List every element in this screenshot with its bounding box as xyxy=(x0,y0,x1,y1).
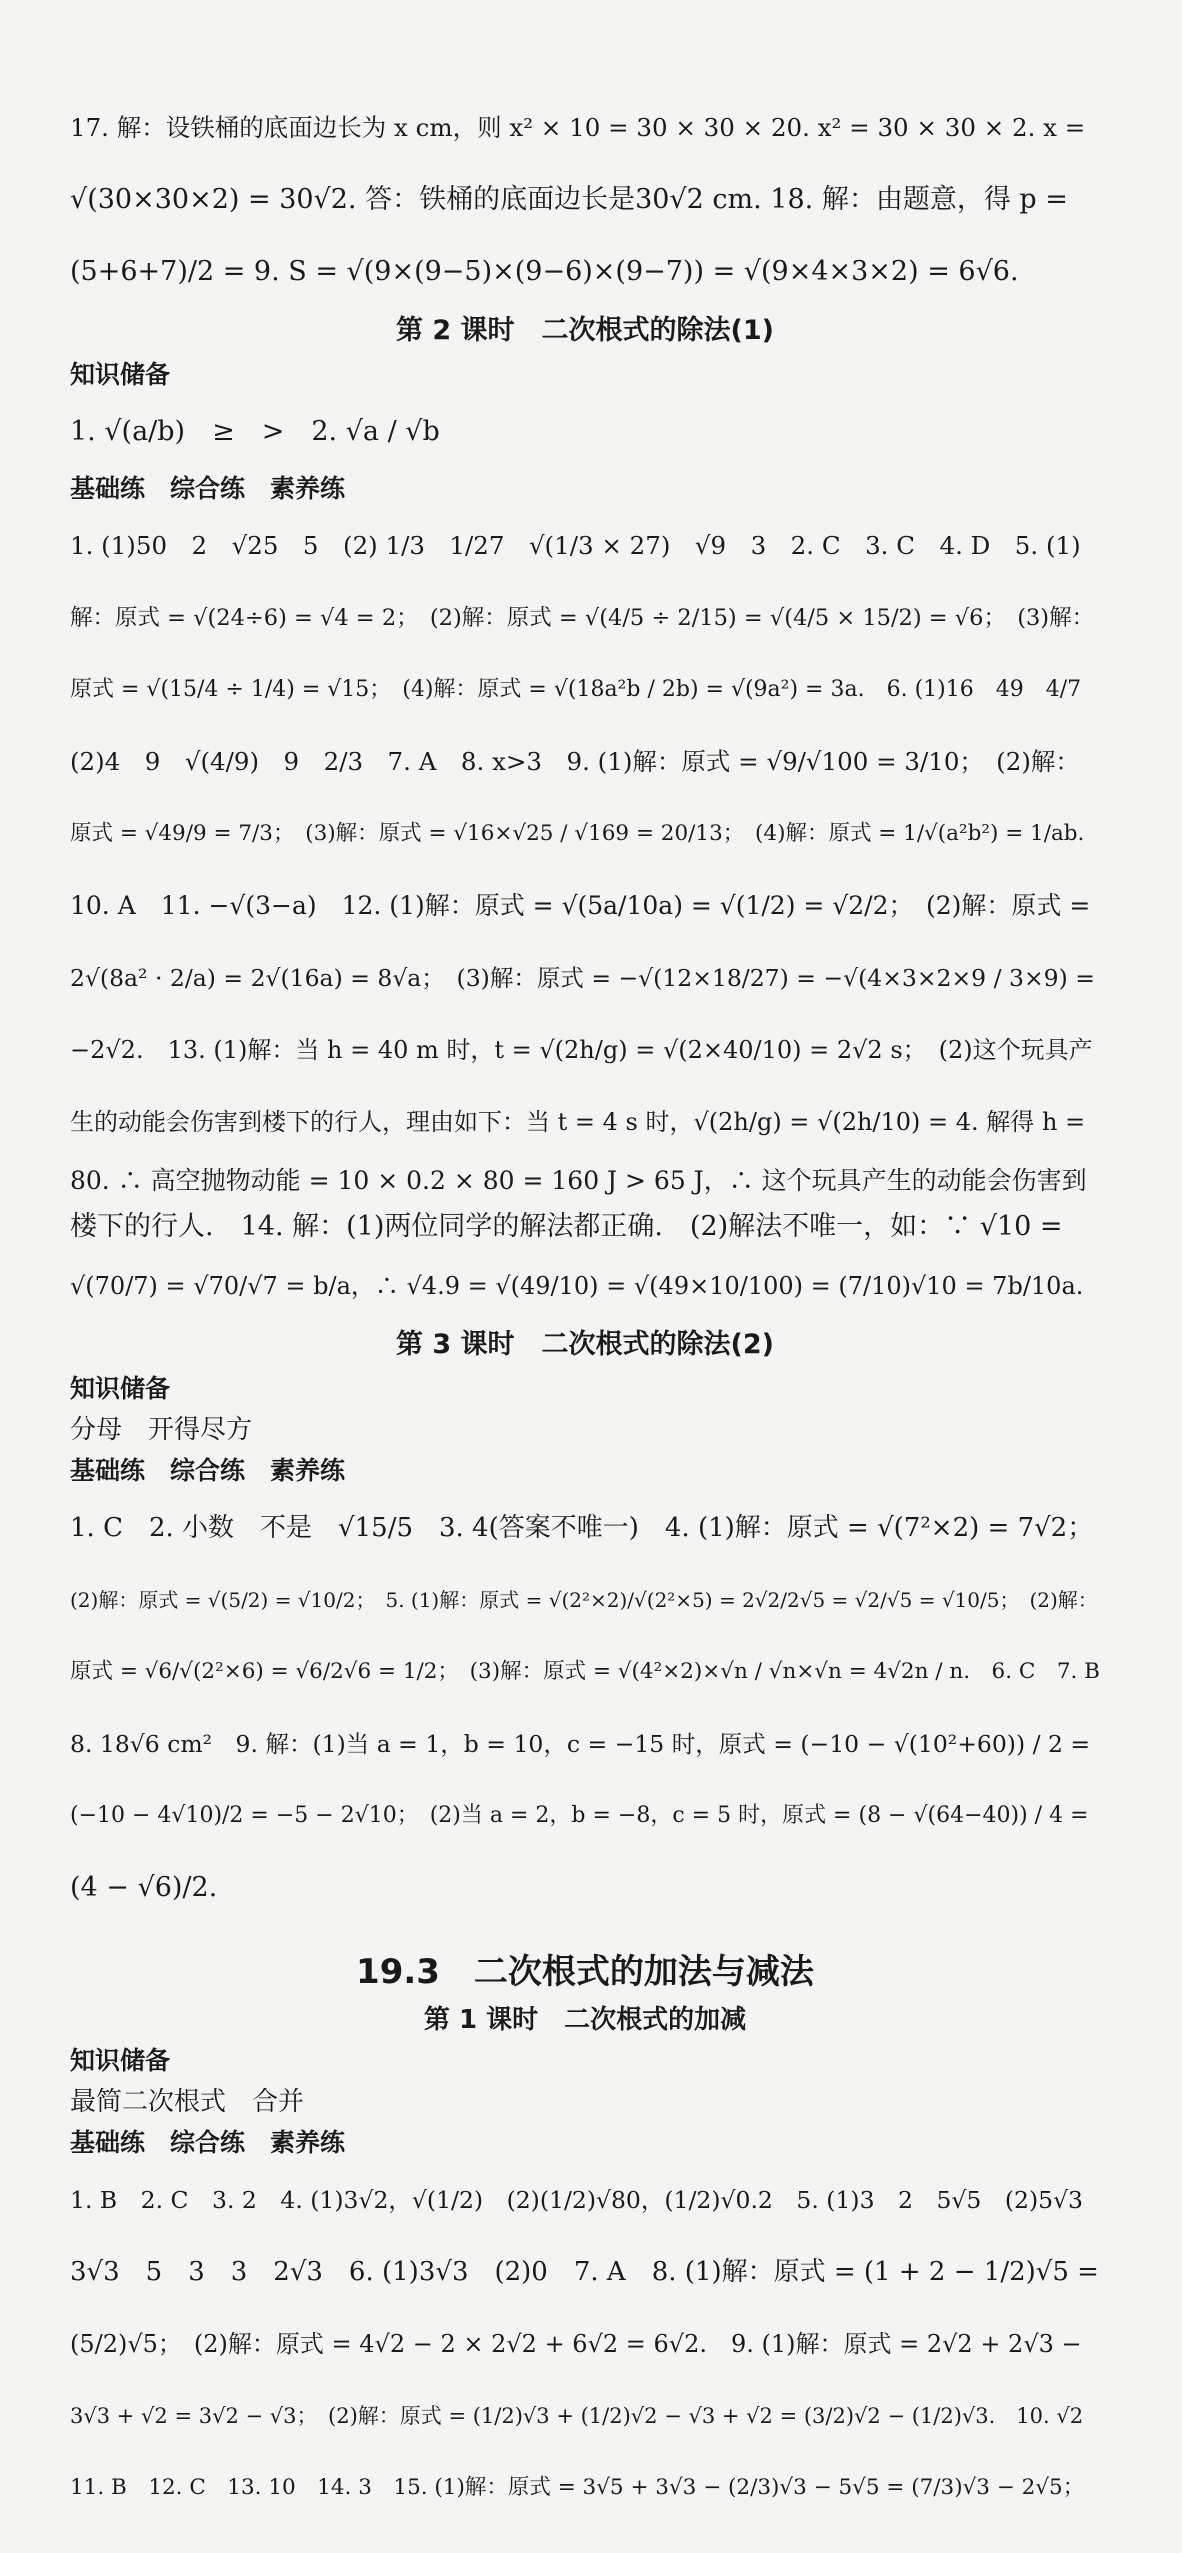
section-title: 第 2 课时 二次根式的除法(1) xyxy=(395,315,775,346)
section-title: 第 3 课时 二次根式的除法(2) xyxy=(395,1329,775,1360)
answer-line: √(70/7) = √70/√7 = b/a，∴ √4.9 = √(49/10) = √(49×10/100) = (7/10)√10 = 7b/10a. xyxy=(70,1272,1084,1300)
answer-line: 原式 = √(15/4 ÷ 1/4) = √15； (4)解：原式 = √(18a²b / 2b) = √(9a²) = 3a. 6. (1)16 49 4/7 xyxy=(70,677,1082,702)
answer-line: 原式 = √49/9 = 7/3； (3)解：原式 = √16×√25 / √169 = 20/13； (4)解：原式 = 1/√(a²b²) = 1/ab. xyxy=(70,821,1085,846)
answer-line: (2)解：原式 = √(5/2) = √10/2； 5. (1)解：原式 = √(2²×2)/√(2²×5) = 2√2/2√5 = √2/√5 = √10/5； (2)解： xyxy=(70,1588,1098,1612)
answer-line: (−10 − 4√10)/2 = −5 − 2√10； (2)当 a = 2，b = −8，c = 5 时，原式 = (8 − √(64−40)) / 4 = xyxy=(70,1803,1089,1828)
answer-line: (5+6+7)/2 = 9. S = √(9×(9−5)×(9−6)×(9−7)) = √(9×4×3×2) = 6√6. xyxy=(70,256,1019,287)
practice-label: 基础练 综合练 素养练 xyxy=(70,474,346,503)
answer-line: 生的动能会伤害到楼下的行人，理由如下：当 t = 4 s 时，√(2h/g) = √(2h/10) = 4. 解得 h = xyxy=(70,1108,1086,1136)
knowledge-text: 分母 开得尽方 xyxy=(70,1415,253,1445)
practice-label: 基础练 综合练 素养练 xyxy=(70,1456,346,1485)
chapter-title: 19.3 二次根式的加法与减法 xyxy=(356,1952,814,1992)
knowledge-label: 知识储备 xyxy=(70,360,171,389)
answer-line: 3√3 5 3 3 2√3 6. (1)3√3 (2)0 7. A 8. (1)解：原式 = (1 + 2 − 1/2)√5 = xyxy=(70,2257,1099,2287)
knowledge-label: 知识储备 xyxy=(70,2046,171,2075)
answer-line: 80. ∴ 高空抛物动能 = 10 × 0.2 × 80 = 160 J > 65 J，∴ 这个玩具产生的动能会伤害到 xyxy=(70,1166,1087,1195)
answer-line: (4 − √6)/2. xyxy=(70,1872,218,1903)
answer-line: 楼下的行人. 14. 解：(1)两位同学的解法都正确. (2)解法不唯一，如：∵ √10 = xyxy=(70,1211,1063,1242)
answer-line: 3√3 + √2 = 3√2 − √3； (2)解：原式 = (1/2)√3 + (1/2)√2 − √3 + √2 = (3/2)√2 − (1/2)√3. 10. √2 xyxy=(70,2404,1084,2428)
answer-line: 2√(8a² · 2/a) = 2√(16a) = 8√a； (3)解：原式 = −√(12×18/27) = −√(4×3×2×9 / 3×9) = xyxy=(70,964,1095,992)
answer-line: (5/2)√5； (2)解：原式 = 4√2 − 2 × 2√2 + 6√2 = 6√2. 9. (1)解：原式 = 2√2 + 2√3 − xyxy=(70,2330,1082,2358)
answer-line: 1. √(a/b) ≥ > 2. √a / √b xyxy=(70,416,440,447)
answer-line: 8. 18√6 cm² 9. 解：(1)当 a = 1，b = 10，c = −15 时，原式 = (−10 − √(10²+60)) / 2 = xyxy=(70,1730,1091,1758)
answer-line: (2)4 9 √(4/9) 9 2/3 7. A 8. x>3 9. (1)解：原式 = √9/√100 = 3/10； (2)解： xyxy=(70,747,1080,776)
answer-line: 原式 = √6/√(2²×6) = √6/2√6 = 1/2； (3)解：原式 = √(4²×2)×√n / √n×√n = 4√2n / n. 6. C 7. B xyxy=(70,1659,1100,1684)
section-title: 第 1 课时 二次根式的加减 xyxy=(423,2005,747,2035)
answer-line: 1. (1)50 2 √25 5 (2) 1/3 1/27 √(1/3 × 27) √9 3 2. C 3. C 4. D 5. (1) xyxy=(70,531,1081,560)
knowledge-label: 知识储备 xyxy=(70,1374,171,1403)
answer-column xyxy=(70,92,1100,2524)
answer-line: 17. 解：设铁桶的底面边长为 x cm，则 x² × 10 = 30 × 30 × 20. x² = 30 × 30 × 2. x = xyxy=(70,113,1086,142)
answer-line: −2√2. 13. (1)解：当 h = 40 m 时，t = √(2h/g) = √(2×40/10) = 2√2 s； (2)这个玩具产 xyxy=(70,1036,1093,1064)
answer-line: 11. B 12. C 13. 10 14. 3 15. (1)解：原式 = 3√5 + 3√3 − (2/3)√3 − 5√5 = (7/3)√3 − 2√5； xyxy=(70,2475,1085,2500)
answer-line: 解：原式 = √(24÷6) = √4 = 2； (2)解：原式 = √(4/5 ÷ 2/15) = √(4/5 × 15/2) = √6； (3)解： xyxy=(70,605,1095,631)
practice-label: 基础练 综合练 素养练 xyxy=(70,2128,346,2157)
answer-line: 1. B 2. C 3. 2 4. (1)3√2，√(1/2) (2)(1/2)√80，(1/2)√0.2 5. (1)3 2 5√5 (2)5√3 xyxy=(70,2186,1084,2214)
knowledge-text: 最简二次根式 合并 xyxy=(70,2087,305,2117)
answer-line: 1. C 2. 小数 不是 √15/5 3. 4(答案不唯一) 4. (1)解：原式 = √(7²×2) = 7√2； xyxy=(70,1513,1094,1543)
answer-line: √(30×30×2) = 30√2. 答：铁桶的底面边长是30√2 cm. 18. 解：由题意，得 p = xyxy=(70,184,1068,215)
answer-line: 10. A 11. −√(3−a) 12. (1)解：原式 = √(5a/10a) = √(1/2) = √2/2； (2)解：原式 = xyxy=(70,891,1091,920)
